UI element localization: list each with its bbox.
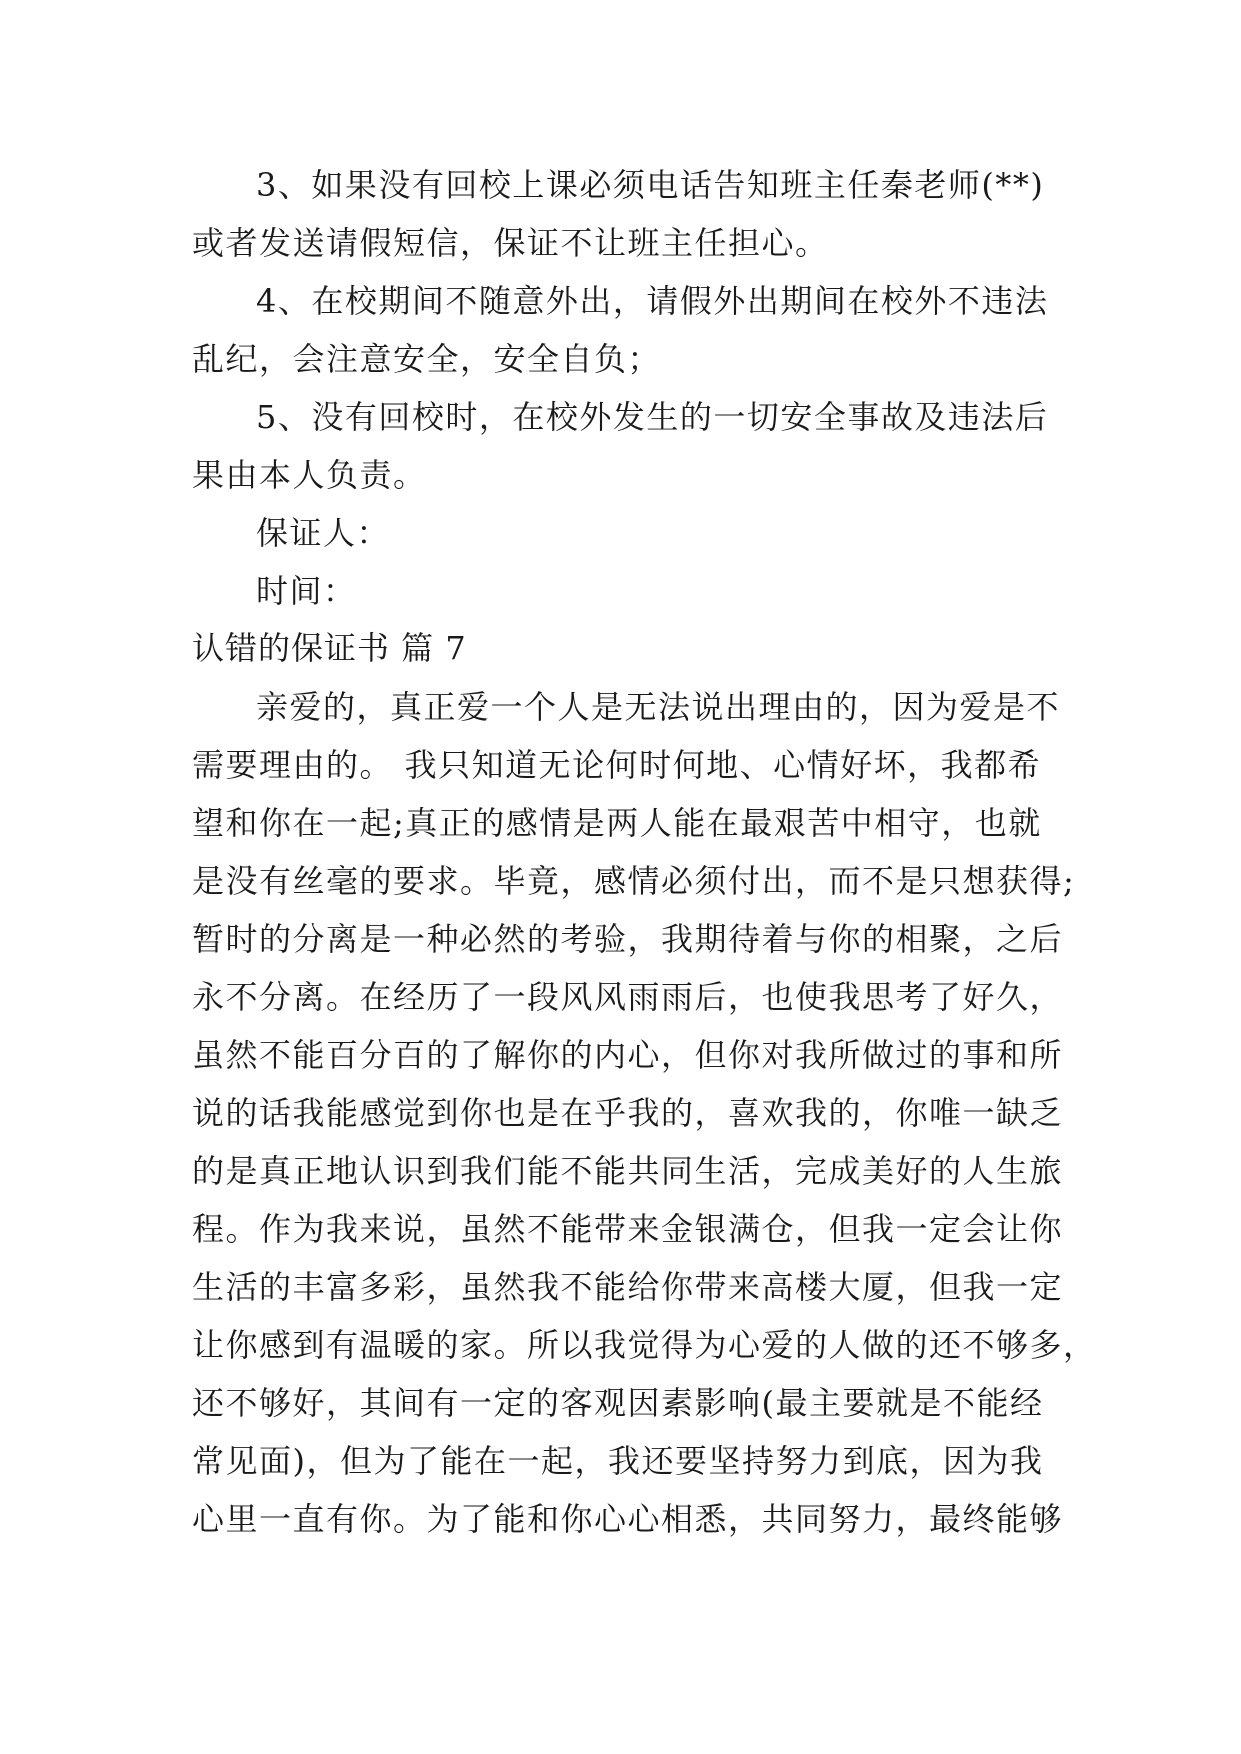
- letter-line: 的是真正地认识到我们能不能共同生活，完成美好的人生旅: [192, 1152, 1064, 1190]
- letter-line: 暂时的分离是一种必然的考验，我期待着与你的相聚，之后: [192, 920, 1064, 958]
- letter-line: 生活的丰富多彩，虽然我不能给你带来高楼大厦，但我一定: [192, 1268, 1064, 1306]
- letter-line: 让你感到有温暖的家。所以我觉得为心爱的人做的还不够多，: [192, 1326, 1097, 1364]
- section-heading: 认错的保证书 篇 7: [192, 629, 467, 667]
- letter-line: 亲爱的，真正爱一个人是无法说出理由的，因为爱是不: [256, 688, 1061, 726]
- letter-line: 还不够好，其间有一定的客观因素影响(最主要就是不能经: [192, 1384, 1044, 1422]
- item-4-line-1: 4、在校期间不随意外出，请假外出期间在校外不违法: [256, 282, 1049, 320]
- letter-line: 心里一直有你。为了能和你心心相悉，共同努力，最终能够: [192, 1500, 1064, 1538]
- letter-line: 需要理由的。 我只知道无论何时何地、心情好坏，我都希: [192, 746, 1042, 784]
- item-5-line-2: 果由本人负责。: [192, 456, 427, 494]
- letter-line: 永不分离。在经历了一段风风雨雨后，也使我思考了好久，: [192, 978, 1064, 1016]
- letter-line: 常见面)，但为了能在一起，我还要坚持努力到底，因为我: [192, 1442, 1044, 1480]
- item-5-line-1: 5、没有回校时，在校外发生的一切安全事故及违法后: [256, 398, 1049, 436]
- letter-line: 是没有丝毫的要求。毕竟，感情必须付出，而不是只想获得;: [192, 862, 1076, 900]
- item-3-line-2: 或者发送请假短信，保证不让班主任担心。: [192, 224, 829, 262]
- item-3-line-1: 3、如果没有回校上课必须电话告知班主任秦老师(**): [256, 166, 1045, 204]
- item-4-line-2: 乱纪，会注意安全，安全自负；: [192, 340, 662, 378]
- letter-line: 望和你在一起;真正的感情是两人能在最艰苦中相守，也就: [192, 804, 1042, 842]
- letter-line: 程。作为我来说，虽然不能带来金银满仓，但我一定会让你: [192, 1210, 1064, 1248]
- time-label: 时间：: [256, 572, 357, 610]
- letter-line: 说的话我能感觉到你也是在乎我的，喜欢我的，你唯一缺乏: [192, 1094, 1064, 1132]
- letter-line: 虽然不能百分百的了解你的内心，但你对我所做过的事和所: [192, 1036, 1064, 1074]
- guarantor-label: 保证人：: [256, 514, 391, 552]
